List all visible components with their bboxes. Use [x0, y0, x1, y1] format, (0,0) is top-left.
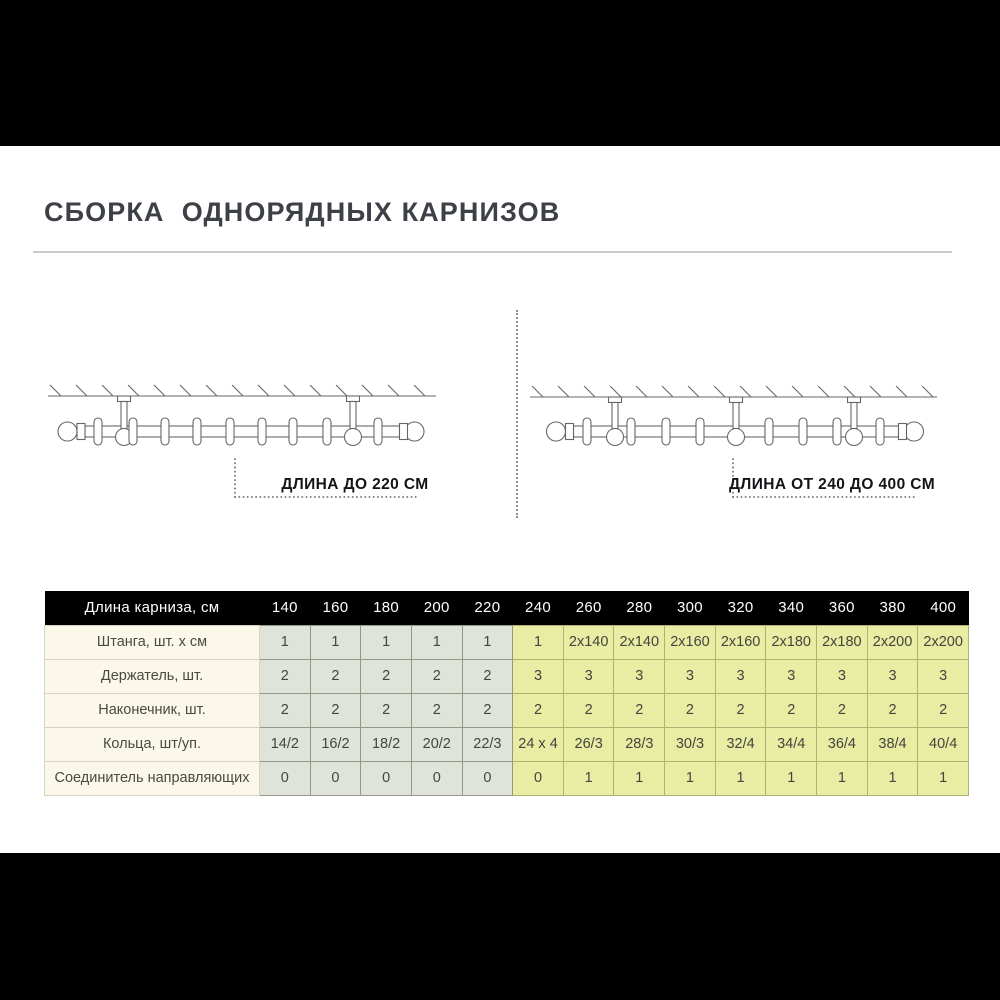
- table-cell: 2: [513, 693, 564, 727]
- table-cell: 2x160: [715, 625, 766, 659]
- table-cell: 2: [361, 693, 412, 727]
- ball-finial-left: [58, 422, 77, 441]
- table-cell: 3: [513, 659, 564, 693]
- table-header-label: Длина карниза, см: [45, 591, 260, 625]
- table-cell: 2: [310, 693, 361, 727]
- letterbox-bottom: [0, 853, 1000, 1000]
- table-cell: 0: [260, 761, 311, 795]
- bracket: [728, 397, 745, 446]
- table-cell: 2: [614, 693, 665, 727]
- table-cell: 2: [462, 659, 513, 693]
- table-cell: 1: [411, 625, 462, 659]
- diagram-rod-up-to-220: [30, 300, 470, 530]
- table-cell: 20/2: [411, 727, 462, 761]
- table-cell: 3: [665, 659, 716, 693]
- components-table: [44, 591, 969, 796]
- ball-finial-right: [905, 422, 924, 441]
- table-cell: 1: [817, 761, 868, 795]
- table-cell: 2: [361, 659, 412, 693]
- table-row: [45, 625, 969, 659]
- table-cell: 3: [918, 659, 969, 693]
- table-header-cell: 260: [563, 591, 614, 625]
- table-header-row: [45, 591, 969, 625]
- table-cell: 38/4: [867, 727, 918, 761]
- table-cell: 16/2: [310, 727, 361, 761]
- table-cell: 1: [766, 761, 817, 795]
- table-header-cell: 320: [715, 591, 766, 625]
- ceiling-brackets: [607, 397, 863, 446]
- table-cell: 2: [766, 693, 817, 727]
- table-cell: 2: [260, 659, 311, 693]
- table-cell: 32/4: [715, 727, 766, 761]
- table-header-cell: 400: [918, 591, 969, 625]
- table-header-cell: 340: [766, 591, 817, 625]
- table-cell: 2x180: [817, 625, 868, 659]
- title-divider: [33, 251, 952, 253]
- table-cell: 0: [411, 761, 462, 795]
- table-header-cell: 280: [614, 591, 665, 625]
- row-label: Штанга, шт. х см: [45, 625, 260, 659]
- table-cell: 1: [260, 625, 311, 659]
- table-cell: 1: [867, 761, 918, 795]
- ceiling-hatching: [48, 385, 436, 396]
- row-label: Наконечник, шт.: [45, 693, 260, 727]
- table-cell: 2x180: [766, 625, 817, 659]
- diagram-rod-240-400: [530, 300, 970, 530]
- row-label: Держатель, шт.: [45, 659, 260, 693]
- table-row: [45, 761, 969, 795]
- table-cell: 0: [462, 761, 513, 795]
- table-cell: 2: [462, 693, 513, 727]
- table-cell: 40/4: [918, 727, 969, 761]
- table-cell: 14/2: [260, 727, 311, 761]
- diagrams-divider: [516, 310, 518, 518]
- diagram-label: ДЛИНА ДО 220 СМ: [281, 476, 429, 493]
- table-cell: 2x160: [665, 625, 716, 659]
- row-label: Кольца, шт/уп.: [45, 727, 260, 761]
- table-cell: 2x200: [918, 625, 969, 659]
- table-cell: 1: [563, 761, 614, 795]
- table-cell: 3: [867, 659, 918, 693]
- table-cell: 26/3: [563, 727, 614, 761]
- table-cell: 3: [715, 659, 766, 693]
- table-cell: 0: [361, 761, 412, 795]
- table-cell: 34/4: [766, 727, 817, 761]
- table-cell: 3: [817, 659, 868, 693]
- table-cell: 36/4: [817, 727, 868, 761]
- table-cell: 1: [462, 625, 513, 659]
- table-cell: 2: [411, 693, 462, 727]
- table-row: [45, 727, 969, 761]
- table-cell: 1: [918, 761, 969, 795]
- diagram-label: ДЛИНА ОТ 240 ДО 400 СМ: [728, 476, 936, 493]
- table-header-cell: 180: [361, 591, 412, 625]
- table-header-cell: 380: [867, 591, 918, 625]
- table-cell: 1: [361, 625, 412, 659]
- table-cell: 0: [310, 761, 361, 795]
- table-cell: 2x140: [563, 625, 614, 659]
- table-cell: 1: [614, 761, 665, 795]
- table-cell: 2: [563, 693, 614, 727]
- ceiling-hatching: [530, 386, 937, 397]
- table-header-cell: 200: [411, 591, 462, 625]
- table-cell: 2: [665, 693, 716, 727]
- letterbox-top: [0, 0, 1000, 146]
- bracket: [345, 396, 362, 446]
- table-cell: 1: [513, 625, 564, 659]
- table-cell: 1: [715, 761, 766, 795]
- table-cell: 3: [766, 659, 817, 693]
- table-header-cell: 360: [817, 591, 868, 625]
- table-cell: 18/2: [361, 727, 412, 761]
- table-cell: 3: [563, 659, 614, 693]
- table-cell: 2: [715, 693, 766, 727]
- ball-finial-left: [547, 422, 566, 441]
- rod-with-finials: [58, 422, 424, 441]
- table-cell: 28/3: [614, 727, 665, 761]
- table-cell: 24 x 4: [513, 727, 564, 761]
- table-cell: 2: [817, 693, 868, 727]
- table-cell: 2: [867, 693, 918, 727]
- table-cell: 1: [665, 761, 716, 795]
- table-cell: 2x140: [614, 625, 665, 659]
- bracket: [846, 397, 863, 446]
- table-cell: 2: [411, 659, 462, 693]
- table-header-cell: 140: [260, 591, 311, 625]
- table-row: [45, 659, 969, 693]
- table-header-cell: 240: [513, 591, 564, 625]
- table-cell: 1: [310, 625, 361, 659]
- table-cell: 0: [513, 761, 564, 795]
- table-row: [45, 693, 969, 727]
- table-header-cell: 220: [462, 591, 513, 625]
- table-cell: 2: [310, 659, 361, 693]
- table-cell: 30/3: [665, 727, 716, 761]
- table-cell: 3: [614, 659, 665, 693]
- row-label: Соединитель направляющих: [45, 761, 260, 795]
- table-header-cell: 300: [665, 591, 716, 625]
- page-title: СБОРКА ОДНОРЯДНЫХ КАРНИЗОВ: [44, 197, 561, 227]
- table-cell: 22/3: [462, 727, 513, 761]
- bracket: [607, 397, 624, 446]
- table-cell: 2x200: [867, 625, 918, 659]
- table-cell: 2: [918, 693, 969, 727]
- table-header-cell: 160: [310, 591, 361, 625]
- table-cell: 2: [260, 693, 311, 727]
